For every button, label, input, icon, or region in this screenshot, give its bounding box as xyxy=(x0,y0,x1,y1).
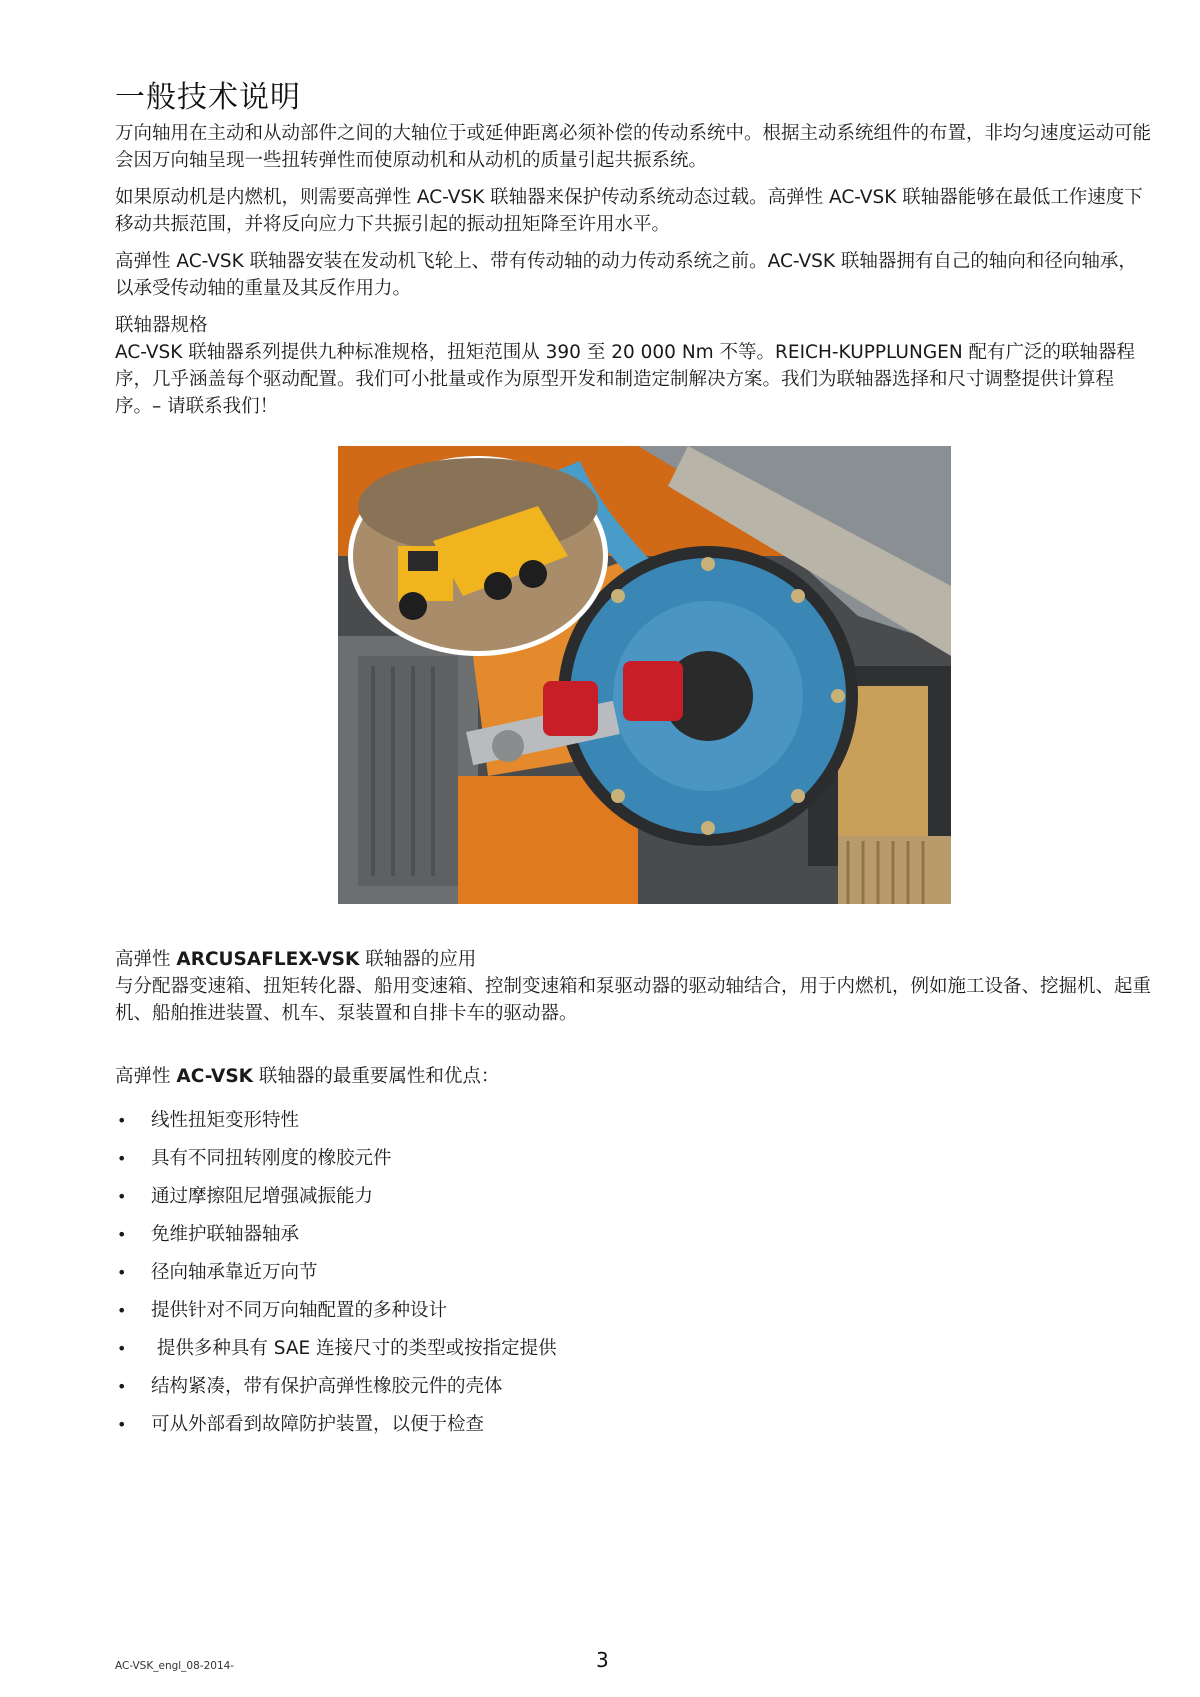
coupling-photo xyxy=(338,446,951,904)
applications-heading-product: ARCUSAFLEX-VSK xyxy=(176,949,360,970)
properties-heading-pre: 高弹性 xyxy=(115,1066,177,1087)
list-item xyxy=(115,1368,557,1406)
sizes-heading: 联轴器规格 xyxy=(115,315,208,336)
properties-heading-product: AC-VSK xyxy=(176,1066,254,1087)
list-item xyxy=(115,1178,557,1216)
page-title: 一般技术说明 xyxy=(115,80,301,115)
footer-doc-code: AC-VSK_engl_08-2014- xyxy=(115,1660,235,1672)
list-item xyxy=(115,1216,557,1254)
sizes-section xyxy=(115,312,1155,420)
properties-list xyxy=(115,1102,557,1444)
list-item-text: 可从外部看到故障防护装置，以便于检查 xyxy=(151,1414,485,1435)
page-number: 3 xyxy=(596,1648,609,1672)
intro-paragraph-1: 万向轴用在主动和从动部件之间的大轴位于或延伸距离必须补偿的传动系统中。根据主动系统组件的布置，非均匀速度运动可能会因万向轴呈现一些扭转弹性而使原动机和从动机的质量引起共振系统。 xyxy=(115,123,1152,171)
properties-heading-post: 联轴器的最重要属性和优点： xyxy=(253,1066,500,1087)
sizes-text: AC-VSK 联轴器系列提供九种标准规格，扭矩范围从 390 至 20 000 Nm 不等。REICH-KUPPLUNGEN 配有广泛的联轴器程序，几乎涵盖每个驱动配置。我们可小批量或作为原型开发和制造定制解决方案。我们为联轴器选择和尺寸调整提供计算程序。– 请联系我们！ xyxy=(115,342,1136,417)
list-item-text: 免维护联轴器轴承 xyxy=(151,1224,300,1245)
list-item-text: 结构紧凑，带有保护高弹性橡胶元件的壳体 xyxy=(151,1376,503,1397)
list-item-text: 提供多种具有 SAE 连接尺寸的类型或按指定提供 xyxy=(151,1338,557,1359)
applications-text: 与分配器变速箱、扭矩转化器、船用变速箱、控制变速箱和泵驱动器的驱动轴结合，用于内燃机，例如施工设备、挖掘机、起重机、船舶推进装置、机车、泵装置和自排卡车的驱动器。 xyxy=(115,976,1152,1024)
intro-paragraph-3: 高弹性 AC-VSK 联轴器安装在发动机飞轮上、带有传动轴的动力传动系统之前。AC-VSK 联轴器拥有自己的轴向和径向轴承，以承受传动轴的重量及其反作用力。 xyxy=(115,251,1137,299)
bullet-icon: • xyxy=(117,1225,127,1244)
applications-heading xyxy=(115,946,1155,973)
bullet-icon: • xyxy=(117,1339,127,1358)
intro-paragraph-2: 如果原动机是内燃机，则需要高弹性 AC-VSK 联轴器来保护传动系统动态过载。高弹性 AC-VSK 联轴器能够在最低工作速度下移动共振范围，并将反向应力下共振引起的振动扭矩降至许用水平。 xyxy=(115,187,1143,235)
list-item-text: 线性扭矩变形特性 xyxy=(151,1110,300,1131)
list-item xyxy=(115,1406,557,1444)
bullet-icon: • xyxy=(117,1377,127,1396)
list-item-text: 通过摩擦阻尼增强减振能力 xyxy=(151,1186,374,1207)
list-item-text: 具有不同扭转刚度的橡胶元件 xyxy=(151,1148,392,1169)
properties-heading xyxy=(115,1063,1155,1090)
bullet-icon: • xyxy=(117,1111,127,1130)
list-item xyxy=(115,1292,557,1330)
list-item-text: 提供针对不同万向轴配置的多种设计 xyxy=(151,1300,448,1321)
bullet-icon: • xyxy=(117,1149,127,1168)
applications-heading-post: 联轴器的应用 xyxy=(359,949,477,970)
bullet-icon: • xyxy=(117,1187,127,1206)
list-item xyxy=(115,1102,557,1140)
list-item xyxy=(115,1254,557,1292)
list-item xyxy=(115,1330,557,1368)
list-item xyxy=(115,1140,557,1178)
list-item-text: 径向轴承靠近万向节 xyxy=(151,1262,318,1283)
applications-section xyxy=(115,946,1155,1027)
bullet-icon: • xyxy=(117,1301,127,1320)
applications-heading-pre: 高弹性 xyxy=(115,949,177,970)
bullet-icon: • xyxy=(117,1415,127,1434)
bullet-icon: • xyxy=(117,1263,127,1282)
